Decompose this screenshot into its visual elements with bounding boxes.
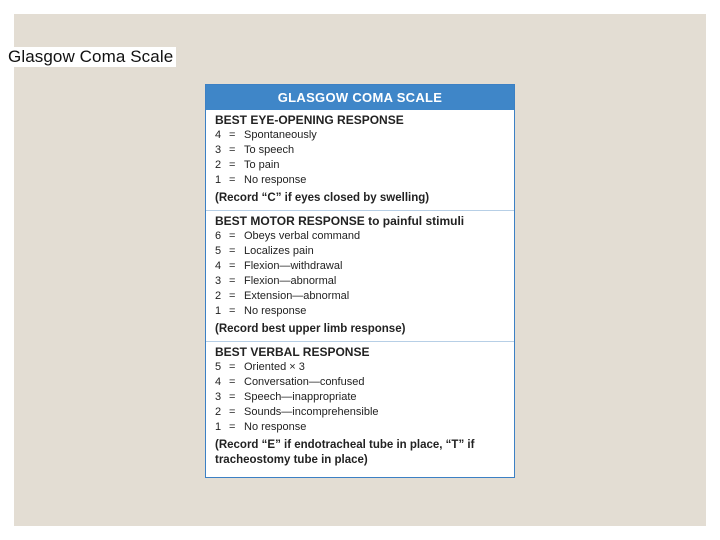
- equals-sign: =: [229, 159, 236, 171]
- equals-sign: =: [229, 305, 236, 317]
- score-label: To pain: [244, 159, 280, 171]
- score-row: [215, 229, 514, 244]
- score-label: Speech—inappropriate: [244, 391, 357, 403]
- score-value: 1: [215, 421, 222, 433]
- section-title: [215, 345, 514, 360]
- score-label: Extension—abnormal: [244, 290, 350, 302]
- score-row: [215, 158, 514, 173]
- score-label: To speech: [244, 144, 295, 156]
- section-eye-opening: [206, 110, 514, 210]
- equals-sign: =: [229, 144, 236, 156]
- score-value: 6: [215, 230, 222, 242]
- score-row: [215, 375, 514, 390]
- section-title-main: BEST VERBAL RESPONSE: [215, 345, 370, 359]
- score-label: No response: [244, 421, 307, 433]
- score-value: 4: [215, 376, 222, 388]
- equals-sign: =: [229, 230, 236, 242]
- score-label: Conversation—confused: [244, 376, 365, 388]
- score-value: 3: [215, 391, 222, 403]
- section-title: [215, 113, 514, 128]
- equals-sign: =: [229, 391, 236, 403]
- score-row: [215, 274, 514, 289]
- score-label: Spontaneously: [244, 129, 317, 141]
- score-value: 1: [215, 174, 222, 186]
- score-value: 5: [215, 245, 222, 257]
- score-row: [215, 420, 514, 435]
- section-title: [215, 214, 514, 229]
- equals-sign: =: [229, 406, 236, 418]
- score-row: [215, 289, 514, 304]
- section-note: (Record “E” if endotracheal tube in place, “T” if tracheostomy tube in place): [215, 439, 475, 466]
- score-label: Flexion—withdrawal: [244, 260, 343, 272]
- equals-sign: =: [229, 129, 236, 141]
- score-value: 3: [215, 144, 222, 156]
- equals-sign: =: [229, 361, 236, 373]
- score-label: Flexion—abnormal: [244, 275, 337, 287]
- score-label: Oriented × 3: [244, 361, 305, 373]
- score-value: 3: [215, 275, 222, 287]
- score-row: [215, 405, 514, 420]
- slide-title: Glasgow Coma Scale: [6, 47, 176, 67]
- equals-sign: =: [229, 275, 236, 287]
- section-title-main: BEST MOTOR RESPONSE: [215, 214, 365, 228]
- section-title-suffix: to painful stimuli: [364, 214, 465, 228]
- section-note: (Record “C” if eyes closed by swelling): [215, 192, 430, 204]
- score-row: [215, 259, 514, 274]
- equals-sign: =: [229, 290, 236, 302]
- equals-sign: =: [229, 245, 236, 257]
- score-label: No response: [244, 174, 307, 186]
- score-label: Sounds—incomprehensible: [244, 406, 379, 418]
- score-row: [215, 128, 514, 143]
- section-title-main: BEST EYE-OPENING RESPONSE: [215, 113, 404, 127]
- score-label: No response: [244, 305, 307, 317]
- score-row: [215, 360, 514, 375]
- score-value: 2: [215, 406, 222, 418]
- score-value: 2: [215, 290, 222, 302]
- score-value: 2: [215, 159, 222, 171]
- score-row: [215, 143, 514, 158]
- section-verbal: [206, 341, 514, 472]
- score-row: [215, 244, 514, 259]
- score-row: [215, 173, 514, 188]
- gcs-table-card: [205, 84, 515, 478]
- score-row: [215, 390, 514, 405]
- score-row: [215, 304, 514, 319]
- equals-sign: =: [229, 421, 236, 433]
- equals-sign: =: [229, 376, 236, 388]
- score-label: Localizes pain: [244, 245, 314, 257]
- score-label: Obeys verbal command: [244, 230, 361, 242]
- score-value: 4: [215, 129, 222, 141]
- section-note: (Record best upper limb response): [215, 323, 406, 335]
- section-motor: [206, 210, 514, 341]
- equals-sign: =: [229, 260, 236, 272]
- score-value: 5: [215, 361, 222, 373]
- gcs-table-header: GLASGOW COMA SCALE: [206, 85, 514, 110]
- score-value: 1: [215, 305, 222, 317]
- score-value: 4: [215, 260, 222, 272]
- equals-sign: =: [229, 174, 236, 186]
